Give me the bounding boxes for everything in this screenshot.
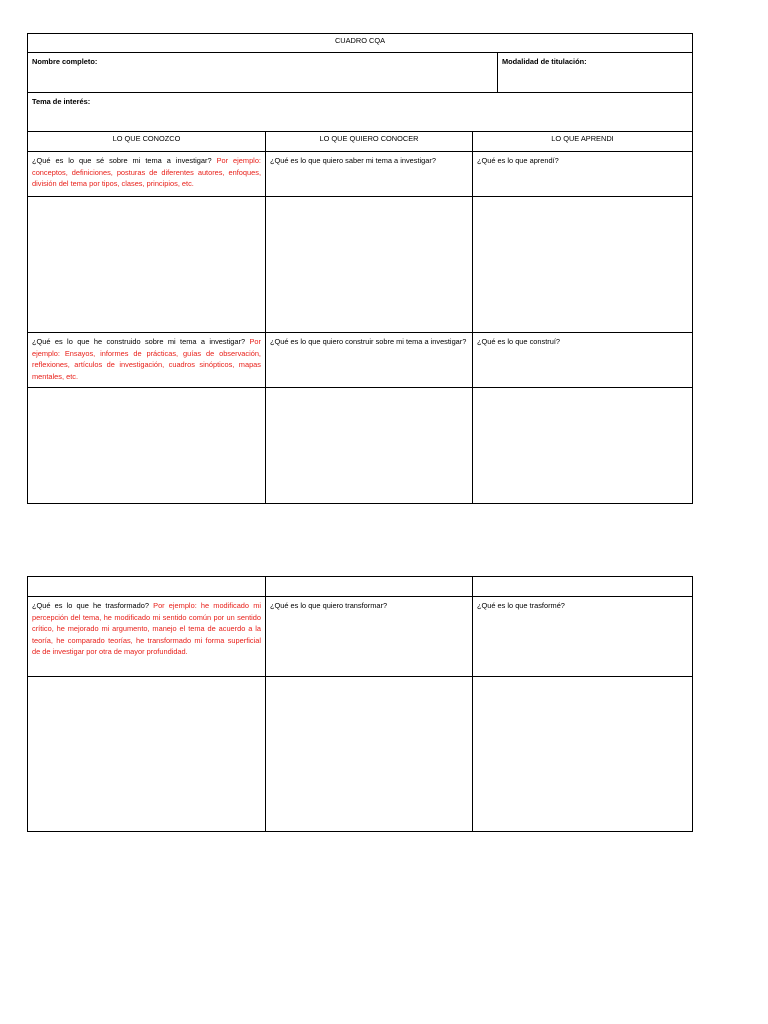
empty-header-cell	[265, 576, 473, 597]
prompt-conozco-2	[27, 332, 266, 388]
header-lo-que-conozco-text: LO QUE CONOZCO	[112, 134, 181, 143]
cqa-table-continued	[27, 576, 693, 832]
empty-header-cell	[27, 576, 266, 597]
prompt-example: Por ejemplo: he modificado mi percepción del tema, he modificado mi sentido común por un sentido crítico, he mejorado mi argumento, manejo el tema de acuerdo a la teoría, he comparado teorías, he transformado mi forma superficial de de investigar por otra de mayor profundidad.	[32, 601, 261, 656]
tema-interes-field[interactable]	[27, 92, 693, 132]
prompt-aprendi-1	[472, 151, 693, 197]
header-lo-que-aprendi	[472, 131, 693, 152]
answer-cell-aprendi-3[interactable]	[472, 676, 693, 832]
prompt-question: ¿Qué es lo que quiero saber mi tema a investigar?	[270, 156, 436, 165]
prompt-quiero-conocer-2	[265, 332, 473, 388]
table-title-text: CUADRO CQA	[334, 36, 386, 45]
prompt-quiero-conocer-1	[265, 151, 473, 197]
prompt-conozco-1	[27, 151, 266, 197]
prompt-question: ¿Qué es lo que he construido sobre mi tema a investigar?	[32, 337, 246, 346]
answer-cell-aprendi-2[interactable]	[472, 387, 693, 504]
prompt-example: Por ejemplo: conceptos, definiciones, posturas de diferentes autores, enfoques, división del tema por tipos, clases, principios, etc.	[32, 156, 261, 188]
prompt-example: Por ejemplo: Ensayos, informes de prácticas, guías de observación, reflexiones, artículos de investigación, cuadros sinópticos, mapas mentales, etc.	[32, 337, 261, 381]
prompt-question: ¿Qué es lo que trasformé?	[477, 601, 565, 610]
prompt-question: ¿Qué es lo que sé sobre mi tema a investigar?	[32, 156, 212, 165]
answer-cell-conozco-2[interactable]	[27, 387, 266, 504]
prompt-question: ¿Qué es lo que aprendí?	[477, 156, 559, 165]
tema-interes-label: Tema de interés:	[32, 97, 91, 106]
prompt-quiero-conocer-3	[265, 596, 473, 677]
prompt-aprendi-2	[472, 332, 693, 388]
modalidad-titulacion-field[interactable]	[497, 52, 693, 93]
header-lo-que-quiero-conocer	[265, 131, 473, 152]
header-lo-que-quiero-conocer-text: LO QUE QUIERO CONOCER	[319, 134, 419, 143]
prompt-question: ¿Qué es lo que quiero transformar?	[270, 601, 388, 610]
empty-header-cell	[472, 576, 693, 597]
modalidad-titulacion-label: Modalidad de titulación:	[502, 57, 587, 66]
table-title	[27, 33, 693, 53]
answer-cell-conozco-1[interactable]	[27, 196, 266, 333]
prompt-aprendi-3	[472, 596, 693, 677]
prompt-question: ¿Qué es lo que he trasformado?	[32, 601, 149, 610]
cqa-table	[27, 33, 693, 504]
answer-cell-quiero-conocer-3[interactable]	[265, 676, 473, 832]
prompt-question: ¿Qué es lo que quiero construir sobre mi tema a investigar?	[270, 337, 467, 346]
header-lo-que-conozco	[27, 131, 266, 152]
answer-cell-aprendi-1[interactable]	[472, 196, 693, 333]
answer-cell-quiero-conocer-2[interactable]	[265, 387, 473, 504]
nombre-completo-label: Nombre completo:	[32, 57, 98, 66]
prompt-conozco-3	[27, 596, 266, 677]
prompt-question: ¿Qué es lo que construí?	[477, 337, 560, 346]
header-lo-que-aprendi-text: LO QUE APRENDI	[551, 134, 614, 143]
answer-cell-conozco-3[interactable]	[27, 676, 266, 832]
answer-cell-quiero-conocer-1[interactable]	[265, 196, 473, 333]
nombre-completo-field[interactable]	[27, 52, 498, 93]
